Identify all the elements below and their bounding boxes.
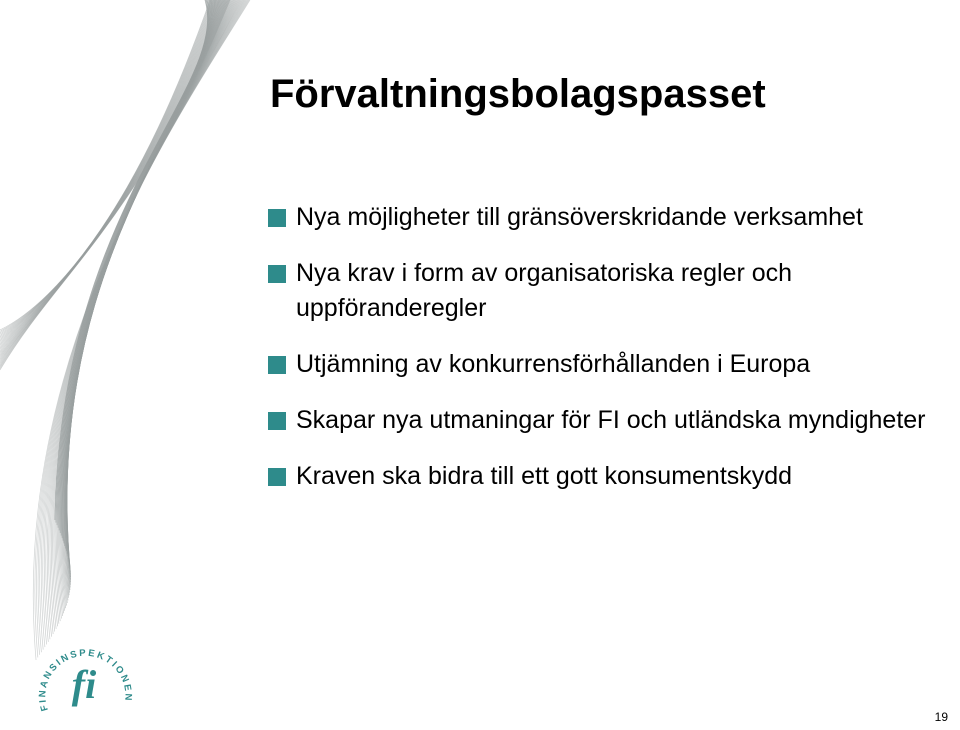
page-number: 19 [934, 710, 948, 724]
wave-line [66, 0, 227, 587]
bullet-text: Nya möjligheter till gränsöverskridande verksamhet [296, 203, 863, 231]
wave-line [41, 0, 246, 647]
bullet-item [268, 200, 938, 235]
square-bullet-icon [268, 265, 286, 283]
wave-line [66, 0, 225, 582]
bullet-item [268, 403, 938, 438]
wave-line [56, 0, 237, 619]
bullet-item [268, 256, 938, 326]
wave-line [50, 0, 241, 631]
wave-line [0, 0, 219, 348]
wave-line [0, 0, 220, 351]
wave-line [67, 0, 224, 577]
wave-line [0, 0, 212, 334]
wave-line [0, 0, 214, 338]
square-bullet-icon [268, 468, 286, 486]
slide-title: Förvaltningsbolagspasset [270, 72, 766, 116]
wave-line [54, 0, 239, 624]
bullet-text: Nya krav i form av organisatoriska regler och uppföranderegler [296, 259, 793, 322]
square-bullet-icon [268, 209, 286, 227]
wave-line [49, 0, 242, 634]
wave-line [0, 0, 218, 345]
finansinspektionen-logo [34, 636, 134, 730]
wave-line [0, 0, 223, 356]
wave-line [0, 0, 222, 353]
square-bullet-icon [268, 356, 286, 374]
wave-line [63, 0, 231, 600]
wave-line [0, 0, 213, 337]
wave-line [47, 0, 242, 637]
bullet-item [268, 459, 938, 494]
bullet-text: Kraven ska bidra till ett gott konsumentskydd [296, 462, 793, 490]
wave-line [58, 0, 235, 613]
wave-line [0, 0, 217, 344]
wave-line [65, 0, 227, 590]
logo-ring-text: FINANSINSPEKTIONEN [37, 647, 134, 713]
bullet-text: Skapar nya utmaningar för FI och utländska myndigheter [296, 406, 926, 434]
wave-line [43, 0, 245, 644]
wave-line [0, 0, 216, 341]
wave-line [67, 0, 225, 580]
wave-line [46, 0, 244, 639]
wave-line [67, 0, 223, 574]
wave-line [0, 0, 221, 352]
wave-line [0, 0, 220, 349]
bullet-item [268, 347, 938, 382]
wave-line [0, 0, 210, 330]
wave-line [65, 0, 229, 593]
square-bullet-icon [268, 412, 286, 430]
wave-line [62, 0, 232, 603]
wave-line [67, 0, 221, 569]
bullet-list [268, 200, 938, 515]
logo-monogram: fi [71, 662, 97, 707]
wave-line [0, 0, 211, 331]
wave-line [63, 0, 230, 598]
wave-line [44, 0, 244, 642]
wave-line [40, 0, 247, 650]
wave-line [61, 0, 232, 606]
wave-line [64, 0, 229, 595]
wave-line [57, 0, 236, 616]
wave-line [53, 0, 240, 626]
wave-line [38, 0, 247, 652]
wave-line [0, 0, 213, 336]
wave-line [67, 0, 222, 572]
wave-line [66, 0, 226, 585]
wave-line [0, 0, 211, 333]
wave-line [0, 0, 222, 355]
wave-line [55, 0, 238, 621]
wave-line [0, 0, 218, 347]
wave-lines-decoration [0, 0, 300, 660]
wave-line [60, 0, 233, 608]
wave-line [0, 0, 215, 340]
wave-line [0, 0, 216, 342]
bullet-text: Utjämning av konkurrensförhållanden i Europa [296, 350, 811, 378]
wave-line [51, 0, 240, 629]
wave-line [59, 0, 234, 611]
